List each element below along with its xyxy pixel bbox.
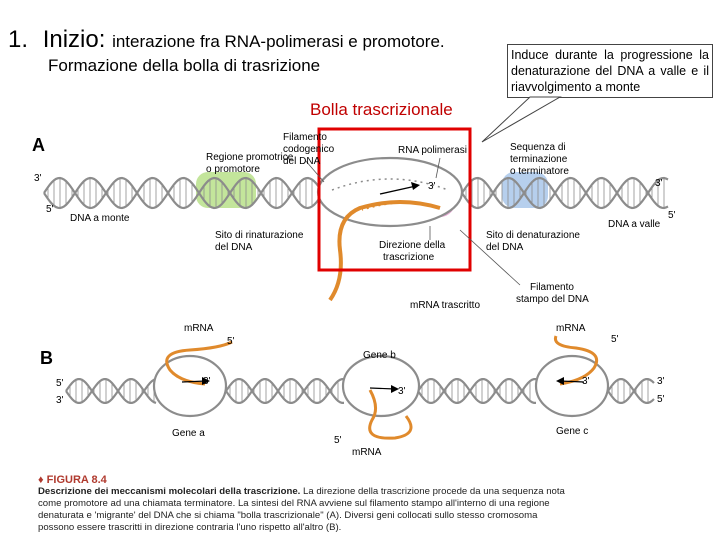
coding-label-2: codogenico bbox=[283, 144, 335, 155]
caption-bold: Descrizione dei meccanismi molecolari della trascrizione. bbox=[38, 486, 301, 497]
upstream-strand-1 bbox=[44, 178, 320, 208]
b-end-5-right: 5' bbox=[657, 394, 665, 405]
caption-body: La direzione della trascrizione procede da una sequenza nota come promotore ad una chiamata terminatore. La sintesi del RNA avviene sul filamento stampo all'interno di una regione denaturata e 'migrante' del DNA che si chiama "bolla trascrizionale" (A). Diversi geni collocati sullo stesso cromosoma possono essere trascritti in direzione contraria l'uno rispetto all'altro (B). bbox=[38, 486, 565, 533]
rnapol-label: RNA polimerasi bbox=[398, 145, 467, 156]
panel-a-label: A bbox=[32, 135, 45, 155]
downstream-label: DNA a valle bbox=[608, 219, 661, 230]
a-end-3-bubble: 3' bbox=[428, 181, 436, 192]
figure-caption-title: ♦ FIGURA 8.4 bbox=[38, 474, 107, 486]
direction-label-2: trascrizione bbox=[383, 252, 435, 263]
b-end-3-left: 3' bbox=[56, 395, 64, 406]
template-label-2: stampo del DNA bbox=[516, 294, 589, 305]
gene-c-label: Gene c bbox=[556, 426, 589, 437]
mrna-label-bottom: mRNA bbox=[352, 447, 382, 458]
mrna-label-left: mRNA bbox=[184, 323, 214, 334]
coding-label-1: Filamento bbox=[283, 132, 327, 143]
bubble-label: Bolla trascrizionale bbox=[310, 100, 453, 119]
bubble-gene-a bbox=[154, 356, 226, 416]
gene-b-label: Gene b bbox=[363, 350, 396, 361]
b-end-3-gene-c: 3' bbox=[582, 376, 590, 387]
mrna-transcript-label: mRNA trascritto bbox=[410, 300, 481, 311]
upstream-label: DNA a monte bbox=[70, 213, 130, 224]
panel-b-label: B bbox=[40, 348, 53, 368]
callout-box: Induce durante la progressione la denaturazione del DNA a valle e il riavvolgimento a monte bbox=[507, 44, 713, 98]
promoter-label-1: Regione promotrice bbox=[206, 152, 294, 163]
coding-label-3: del DNA bbox=[283, 156, 321, 167]
b-end-5-left: 5' bbox=[56, 378, 64, 389]
b-end-5-gene-c: 5' bbox=[611, 334, 619, 345]
a-end-5-right: 5' bbox=[668, 210, 676, 221]
figure-caption bbox=[38, 486, 566, 534]
terminator-label-2: terminazione bbox=[510, 154, 568, 165]
downstream-strand-2 bbox=[462, 178, 668, 208]
denat-label-2: del DNA bbox=[486, 242, 524, 253]
promoter-label-2: o promotore bbox=[206, 164, 260, 175]
slide-subtitle: Formazione della bolla di trasrizione bbox=[48, 56, 321, 75]
terminator-label-1: Sequenza di bbox=[510, 142, 566, 153]
title-rest: interazione fra RNA-polimerasi e promotore. bbox=[112, 32, 445, 51]
title-main: Inizio: bbox=[42, 26, 106, 53]
terminator-label-3: o terminatore bbox=[510, 166, 569, 177]
b-end-5-gene-a: 5' bbox=[227, 336, 235, 347]
mrna-label-right: mRNA bbox=[556, 323, 586, 334]
direction-label-1: Direzione della bbox=[379, 240, 446, 251]
denat-label-1: Sito di denaturazione bbox=[486, 230, 580, 241]
gene-a-label: Gene a bbox=[172, 428, 205, 439]
b-end-5-gene-b: 5' bbox=[334, 435, 342, 446]
b-end-3-gene-a: 3' bbox=[203, 376, 211, 387]
renat-label-1: Sito di rinaturazione bbox=[215, 230, 304, 241]
bubble-gene-b bbox=[343, 356, 419, 416]
upstream-strand-2 bbox=[44, 178, 320, 208]
renat-label-2: del DNA bbox=[215, 242, 253, 253]
a-end-3-right: 3' bbox=[655, 178, 663, 189]
b-end-3-gene-b: 3' bbox=[398, 386, 406, 397]
a-end-3-left: 3' bbox=[34, 173, 42, 184]
title-number: 1. bbox=[8, 26, 29, 53]
a-end-5-left: 5' bbox=[46, 204, 54, 215]
callout-pointer bbox=[482, 97, 560, 142]
template-label-1: Filamento bbox=[530, 282, 574, 293]
b-end-3-right: 3' bbox=[657, 376, 665, 387]
